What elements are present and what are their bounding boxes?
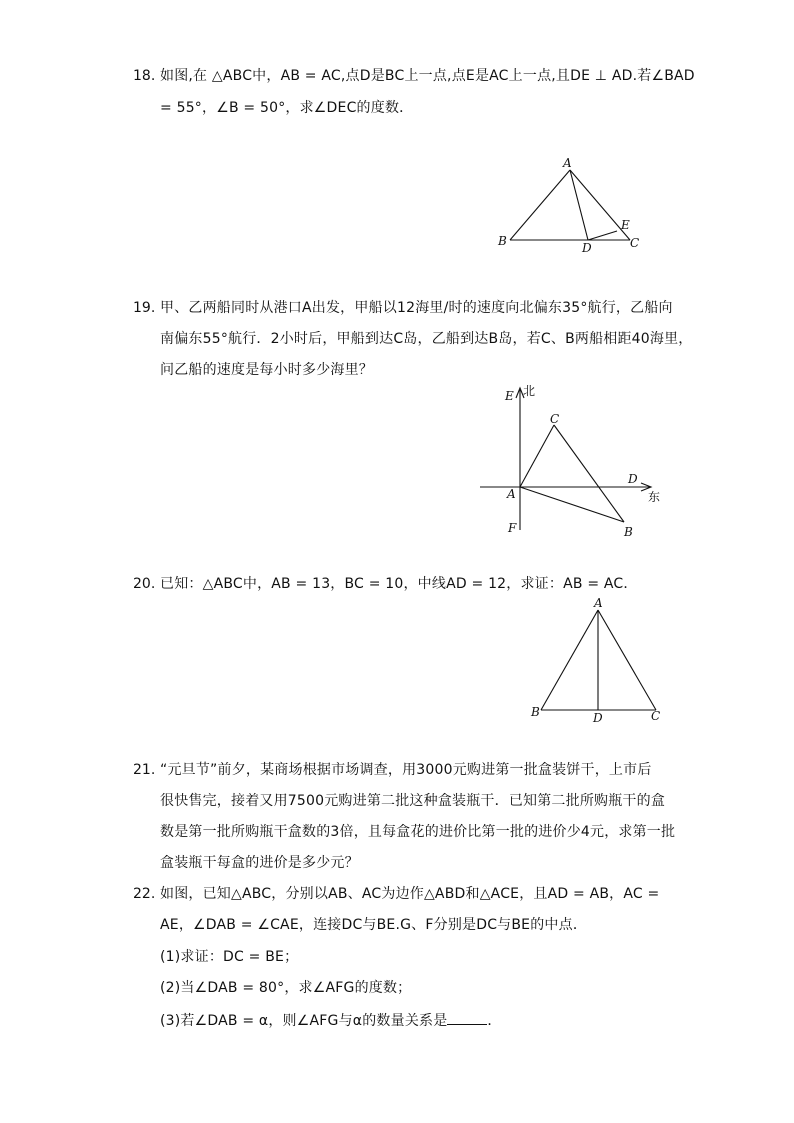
q19-segment-ac <box>520 425 554 487</box>
q18-label-c: C <box>630 236 640 250</box>
q18-label-e: E <box>621 218 630 232</box>
q18-edge-ab <box>510 170 570 240</box>
q20-figure <box>528 596 668 726</box>
q20-label-b: B <box>531 705 540 719</box>
q22-text-line2: AE，∠DAB = ∠CAE，连接DC与BE.G、F分别是DC与BE的中点． <box>160 917 588 933</box>
q22-part3-prefix: (3)若∠DAB = α，则∠AFG与α的数量关系是 <box>160 1013 448 1029</box>
q20-edge-ab <box>541 610 598 710</box>
q20-label-d: D <box>593 711 603 725</box>
q18-text-line2: = 55°，∠B = 50°，求∠DEC的度数． <box>160 100 414 116</box>
q19-label-north: 北 <box>523 384 536 398</box>
q19-segment-cb <box>554 425 624 522</box>
q18-number: 18. <box>133 68 156 84</box>
q19-segment-ab <box>520 487 624 522</box>
q21-text-line2: 很快售完，接着又用7500元购进第二批这种盒装瓶干．已知第二批所购瓶干的盒 <box>160 793 666 809</box>
q22-number: 22. <box>133 886 156 902</box>
q22-part2: (2)当∠DAB = 80°，求∠AFG的度数； <box>160 980 412 996</box>
q22-part3 <box>160 1010 502 1031</box>
q18-text-line1: 如图,在 △ABC中，AB = AC,点D是BC上一点,点E是AC上一点,且DE ⊥ AD.若∠BAD <box>160 68 695 84</box>
q21-number: 21. <box>133 762 156 778</box>
q20-label-a: A <box>594 596 603 610</box>
q19-label-c: C <box>550 412 560 426</box>
q18-label-b: B <box>498 234 507 248</box>
q20-text-line1: 已知：△ABC中，AB = 13，BC = 10，中线AD = 12，求证：AB = AC． <box>160 576 638 592</box>
q18-label-d: D <box>582 241 592 255</box>
q22-part1: (1)求证：DC = BE； <box>160 949 299 965</box>
q19-text-line1: 甲、乙两船同时从港口A出发，甲船以12海里/时的速度向北偏东35°航行，乙船向 <box>160 300 673 316</box>
q19-label-d: D <box>628 472 638 486</box>
q21-text-line3: 数是第一批所购瓶干盒数的3倍，且每盒花的进价比第一批的进价少4元，求第一批 <box>160 824 676 840</box>
q19-text-line2: 南偏东55°航行．2小时后，甲船到达C岛，乙船到达B岛，若C、B两船相距40海里， <box>160 331 693 347</box>
q18-figure <box>495 152 645 257</box>
q22-text-line1: 如图，已知△ABC，分别以AB、AC为边作△ABD和△ACE，且AD = AB，AC = <box>160 886 660 902</box>
q19-figure <box>478 380 668 540</box>
q22-part3-suffix: ． <box>487 1013 502 1029</box>
q19-label-f: F <box>508 521 517 535</box>
q21-text-line4: 盒装瓶干每盒的进价是多少元？ <box>160 855 359 871</box>
q18-label-a: A <box>563 156 572 170</box>
q19-label-b: B <box>624 525 633 539</box>
q19-label-a: A <box>507 487 516 501</box>
q19-text-line3: 问乙船的速度是每小时多少海里？ <box>160 362 373 378</box>
q22-answer-blank[interactable] <box>447 1010 487 1025</box>
q20-number: 20. <box>133 576 156 592</box>
q19-label-east: 东 <box>648 490 661 504</box>
q20-label-c: C <box>651 709 661 723</box>
q21-text-line1: “元旦节”前夕，某商场根据市场调查，用3000元购进第一批盒装饼干，上市后 <box>160 762 652 778</box>
q19-number: 19. <box>133 300 156 316</box>
q19-label-e: E <box>505 389 514 403</box>
q18-edge-de <box>588 231 617 240</box>
q20-edge-ac <box>598 610 656 710</box>
